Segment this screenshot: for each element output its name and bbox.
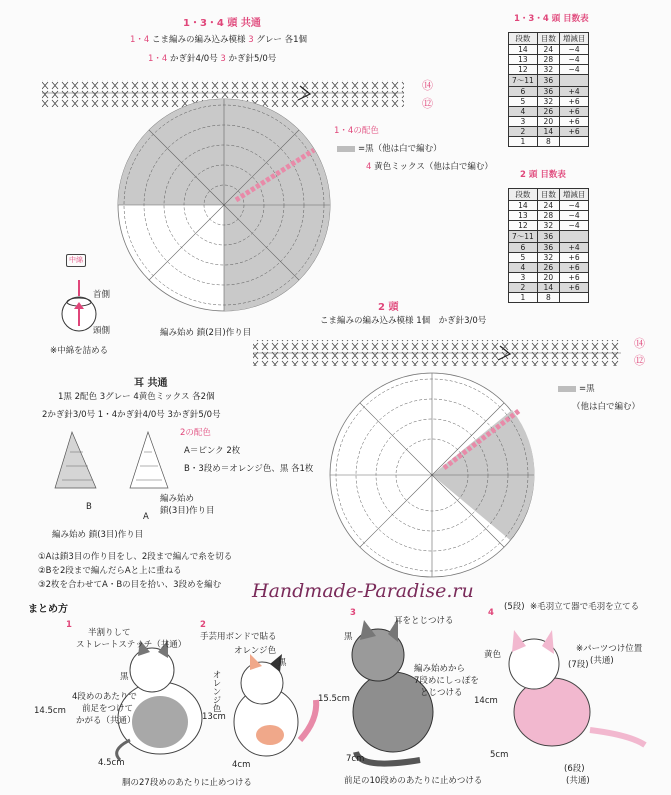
- fig4-note: ※毛羽立て器で毛羽を立てる: [530, 602, 640, 612]
- fig1-note1: 4段めのあたりで: [72, 692, 137, 702]
- fig1-num: 1: [66, 620, 72, 630]
- fig1-width: 4.5cm: [98, 758, 125, 768]
- head-common-title: 1・3・4 頭 共通: [183, 18, 261, 29]
- fig1-text2: ストレートステッチ（共通）: [76, 640, 187, 650]
- stitch-table-2-title: 2 頭 目数表: [520, 170, 566, 180]
- ears-note-3: ③2枚を合わせてA・Bの目を拾い、3段めを編む: [38, 580, 222, 590]
- fig4-6dan: (6段): [564, 764, 585, 774]
- ear-charts: [55, 432, 168, 488]
- second-row-strips: [253, 340, 621, 366]
- ears-start1: 編み始め: [160, 494, 195, 504]
- ears-start2: 編み始め 鎖(3目)作り目: [52, 530, 144, 540]
- ears-yarn: 1黒 2配色 3グレー 4黄色ミックス 各2個: [58, 392, 215, 402]
- head2-marker-14: ⑭: [634, 337, 645, 350]
- fig3-num: 3: [350, 608, 356, 618]
- stitch-table-134: 段数 目数 増減目 14 24 −4 13 28 −4 12 32 −4 7〜11 36 6 36 +4 5 32 +6 4 26 +6 3 20 +6 2 14 +6 1 8: [508, 32, 589, 147]
- head2-legend: =黒: [558, 384, 595, 395]
- cat-figure-2: [234, 654, 316, 756]
- fig2-width: 4cm: [232, 760, 251, 770]
- fig2-orange2: オレンジ色: [211, 670, 221, 713]
- stitch-table-134-title: 1・3・4 頭 目数表: [514, 14, 589, 24]
- ears-color-a: A＝ピンク 2枚: [184, 446, 241, 456]
- ears-hook: 2かぎ針3/0号 1・4かぎ針4/0号 3かぎ針5/0号: [42, 410, 221, 420]
- head-start-label: 編み始め 鎖(2目)作り目: [160, 328, 252, 338]
- fig4-7dan: (7段): [568, 660, 589, 670]
- head2-marker-12: ⑫: [634, 354, 645, 367]
- ears-color-b: B・3段め＝オレンジ色、黒 各1枚: [184, 464, 314, 474]
- fig4-height: 14cm: [474, 696, 498, 706]
- fig4-parts2: (共通): [590, 656, 614, 666]
- fig3-note3: とじつける: [420, 688, 463, 698]
- head-color-title: 1・4の配色: [334, 126, 379, 136]
- ball-center-label: 中綿: [66, 254, 86, 267]
- ears-start1b: 鎖(3目)作り目: [160, 506, 215, 516]
- fig1-height: 14.5cm: [34, 706, 66, 716]
- head2-legend2: （他は白で編む）: [572, 402, 641, 412]
- fig4-yellow: 黄色: [484, 650, 502, 660]
- fig4-common: (共通): [566, 776, 590, 786]
- ears-label-b: B: [86, 502, 92, 512]
- watermark: Handmade-Paradise.ru: [252, 580, 474, 602]
- row-marker-14: ⑭: [422, 79, 433, 92]
- fig4-5dan: (5段): [504, 602, 525, 612]
- fig2-height: 13cm: [202, 712, 226, 722]
- fig2-orange: オレンジ色: [234, 646, 277, 656]
- ears-label-a: A: [143, 512, 149, 522]
- fig3-note1: 編み始めから: [414, 664, 466, 674]
- fig1-black: 黒: [120, 672, 129, 682]
- fig2-black: 黒: [278, 658, 287, 668]
- fig3-ear: 耳をとじつける: [394, 616, 454, 626]
- fig1-note2: 前足をつけて: [82, 704, 134, 714]
- head-circle-top: [118, 99, 330, 311]
- head-color-mix: 4 黄色ミックス（他は白で編む）: [366, 162, 493, 172]
- ball-figure: [62, 280, 96, 331]
- fig4-num: 4: [488, 608, 494, 618]
- head2-spec: こま編みの編み込み模様 1個 かぎ針3/0号: [320, 316, 487, 326]
- fig2-text1: 手芸用ボンドで貼る: [200, 632, 277, 642]
- fig4-parts: ※パーツつけ位置: [576, 644, 643, 654]
- ears-title: 耳 共通: [134, 378, 168, 389]
- fig1-text1: 半割りして: [88, 628, 131, 638]
- head-circle-second: [330, 373, 534, 577]
- fig3-height: 15.5cm: [318, 694, 350, 704]
- row-marker-12: ⑫: [422, 97, 433, 110]
- ball-note: ※中綿を詰める: [50, 346, 109, 356]
- ears-note-1: ①Aは鎖3目の作り目をし、2段まで編んで糸を切る: [38, 552, 233, 562]
- fig4-width: 5cm: [490, 750, 509, 760]
- ears-note-2: ②Bを2段まで編んだらAと上に重ねる: [38, 566, 182, 576]
- fig1-note3: かがる（共通）: [76, 716, 136, 726]
- ears-color-title: 2の配色: [180, 428, 211, 438]
- fig3-black: 黒: [344, 632, 353, 642]
- stitch-table-2: 段数 目数 増減目 14 24 −4 13 28 −4 12 32 −4 7〜11 36 6 36 +4 5 32 +6 4 26 +6 3 20 +6 2 14 +6 1 8: [508, 188, 589, 303]
- head-hook-line: 1・4 かぎ針4/0号 3 かぎ針5/0号: [148, 54, 277, 64]
- fig3-width: 7cm: [346, 754, 365, 764]
- ball-bottom-label: 頭側: [93, 326, 111, 336]
- head-yarn-line: 1・4 こま編みの編み込み模様 3 グレー 各1個: [130, 35, 307, 45]
- ball-top-label: 首側: [93, 290, 111, 300]
- fig2-num: 2: [200, 620, 206, 630]
- head-color-black: =黒（他は白で編む）: [337, 144, 442, 155]
- assembly-title: まとめ方: [28, 604, 68, 615]
- fig3-note2: 7段めにしっぽを: [414, 676, 479, 686]
- head2-title: 2 頭: [378, 302, 399, 313]
- fig3-bottom: 前足の10段めのあたりに止めつける: [344, 776, 483, 786]
- fig1-bottom: 胴の27段めのあたりに止めつける: [122, 778, 252, 788]
